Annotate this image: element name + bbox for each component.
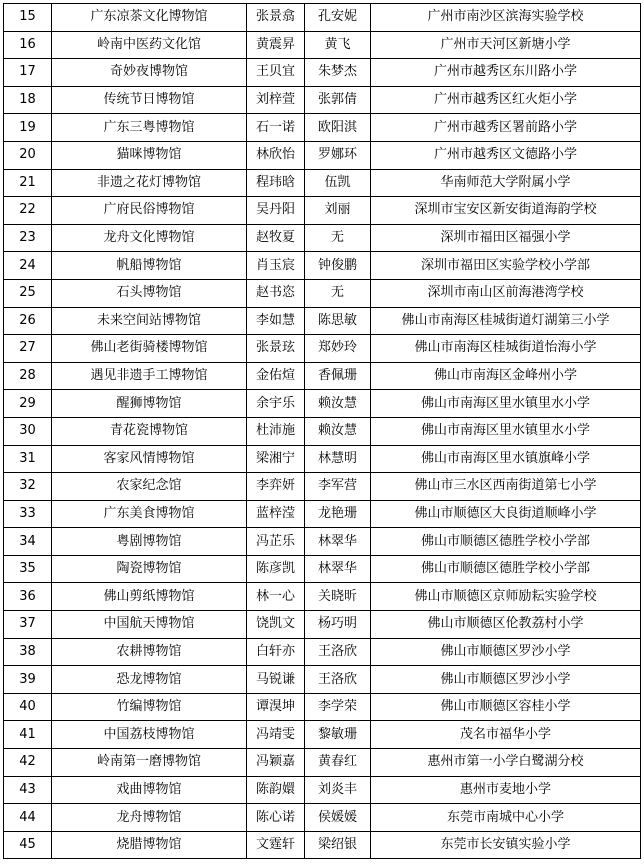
row-number-cell: 41 xyxy=(4,721,52,749)
school-name-cell: 惠州市麦地小学 xyxy=(371,776,641,804)
school-name-cell: 华南师范大学附属小学 xyxy=(371,169,641,197)
museum-name-cell: 粤剧博物馆 xyxy=(52,528,247,556)
museum-name-cell: 帆船博物馆 xyxy=(52,252,247,280)
row-number-cell: 25 xyxy=(4,279,52,307)
table-row xyxy=(4,31,641,59)
teacher-name-cell: 陈思敏 xyxy=(305,307,371,335)
table-row xyxy=(4,555,641,583)
student-name-cell: 李如慧 xyxy=(247,307,305,335)
student-name-cell: 李弈妍 xyxy=(247,473,305,501)
teacher-name-cell: 孔安妮 xyxy=(305,4,371,32)
teacher-name-cell: 关晓昕 xyxy=(305,583,371,611)
student-name-cell: 冯颖嘉 xyxy=(247,749,305,777)
row-number-cell: 15 xyxy=(4,4,52,32)
table-row xyxy=(4,831,641,859)
table-row xyxy=(4,224,641,252)
school-name-cell: 东莞市长安镇实验小学 xyxy=(371,831,641,859)
school-name-cell: 佛山市南海区桂城街道灯湖第三小学 xyxy=(371,307,641,335)
table-row xyxy=(4,638,641,666)
table-row xyxy=(4,445,641,473)
award-list-table xyxy=(3,3,641,859)
row-number-cell: 32 xyxy=(4,473,52,501)
school-name-cell: 广州市越秀区署前路小学 xyxy=(371,114,641,142)
museum-name-cell: 戏曲博物馆 xyxy=(52,776,247,804)
table-row xyxy=(4,86,641,114)
student-name-cell: 林一心 xyxy=(247,583,305,611)
student-name-cell: 陈韵嬛 xyxy=(247,776,305,804)
teacher-name-cell: 无 xyxy=(305,279,371,307)
row-number-cell: 33 xyxy=(4,500,52,528)
student-name-cell: 肖玉宸 xyxy=(247,252,305,280)
table-row xyxy=(4,252,641,280)
table-row xyxy=(4,693,641,721)
row-number-cell: 24 xyxy=(4,252,52,280)
school-name-cell: 深圳市福田区福强小学 xyxy=(371,224,641,252)
museum-name-cell: 非遗之花灯博物馆 xyxy=(52,169,247,197)
teacher-name-cell: 欧阳淇 xyxy=(305,114,371,142)
teacher-name-cell: 伍凯 xyxy=(305,169,371,197)
table-row xyxy=(4,528,641,556)
teacher-name-cell: 林翠华 xyxy=(305,555,371,583)
row-number-cell: 27 xyxy=(4,335,52,363)
museum-name-cell: 广东美食博物馆 xyxy=(52,500,247,528)
school-name-cell: 佛山市南海区金峰州小学 xyxy=(371,362,641,390)
row-number-cell: 21 xyxy=(4,169,52,197)
museum-name-cell: 遇见非遗手工博物馆 xyxy=(52,362,247,390)
table-row xyxy=(4,114,641,142)
teacher-name-cell: 香佩珊 xyxy=(305,362,371,390)
student-name-cell: 赵牧夏 xyxy=(247,224,305,252)
museum-name-cell: 佛山老街骑楼博物馆 xyxy=(52,335,247,363)
row-number-cell: 44 xyxy=(4,804,52,832)
row-number-cell: 40 xyxy=(4,693,52,721)
student-name-cell: 杜沛施 xyxy=(247,417,305,445)
row-number-cell: 29 xyxy=(4,390,52,418)
school-name-cell: 深圳市宝安区新安街道海韵学校 xyxy=(371,197,641,225)
table-row xyxy=(4,583,641,611)
row-number-cell: 22 xyxy=(4,197,52,225)
student-name-cell: 石一诺 xyxy=(247,114,305,142)
school-name-cell: 佛山市南海区里水镇里水小学 xyxy=(371,417,641,445)
student-name-cell: 蓝梓滢 xyxy=(247,500,305,528)
student-name-cell: 冯靖雯 xyxy=(247,721,305,749)
museum-name-cell: 未来空间站博物馆 xyxy=(52,307,247,335)
student-name-cell: 张景翕 xyxy=(247,4,305,32)
table-row xyxy=(4,4,641,32)
table-row xyxy=(4,197,641,225)
table-row xyxy=(4,390,641,418)
teacher-name-cell: 李军营 xyxy=(305,473,371,501)
table-row xyxy=(4,307,641,335)
row-number-cell: 19 xyxy=(4,114,52,142)
row-number-cell: 39 xyxy=(4,666,52,694)
school-name-cell: 佛山市顺德区伦教荔村小学 xyxy=(371,611,641,639)
school-name-cell: 佛山市顺德区德胜学校小学部 xyxy=(371,555,641,583)
school-name-cell: 佛山市南海区里水镇旗峰小学 xyxy=(371,445,641,473)
student-name-cell: 冯芷乐 xyxy=(247,528,305,556)
school-name-cell: 佛山市南海区桂城街道怡海小学 xyxy=(371,335,641,363)
school-name-cell: 深圳市福田区实验学校小学部 xyxy=(371,252,641,280)
museum-name-cell: 岭南中医药文化馆 xyxy=(52,31,247,59)
table-row xyxy=(4,59,641,87)
table-row xyxy=(4,141,641,169)
student-name-cell: 黄震昇 xyxy=(247,31,305,59)
row-number-cell: 43 xyxy=(4,776,52,804)
teacher-name-cell: 刘丽 xyxy=(305,197,371,225)
teacher-name-cell: 林慧明 xyxy=(305,445,371,473)
teacher-name-cell: 黄春红 xyxy=(305,749,371,777)
teacher-name-cell: 朱梦杰 xyxy=(305,59,371,87)
row-number-cell: 23 xyxy=(4,224,52,252)
row-number-cell: 16 xyxy=(4,31,52,59)
row-number-cell: 20 xyxy=(4,141,52,169)
row-number-cell: 31 xyxy=(4,445,52,473)
student-name-cell: 文霆轩 xyxy=(247,831,305,859)
table-row xyxy=(4,473,641,501)
museum-name-cell: 中国航天博物馆 xyxy=(52,611,247,639)
teacher-name-cell: 王洛欣 xyxy=(305,638,371,666)
museum-name-cell: 醒狮博物馆 xyxy=(52,390,247,418)
student-name-cell: 谭湨坤 xyxy=(247,693,305,721)
teacher-name-cell: 龙艳珊 xyxy=(305,500,371,528)
table-row xyxy=(4,169,641,197)
row-number-cell: 36 xyxy=(4,583,52,611)
teacher-name-cell: 赖汝慧 xyxy=(305,417,371,445)
row-number-cell: 35 xyxy=(4,555,52,583)
museum-name-cell: 广东三粤博物馆 xyxy=(52,114,247,142)
school-name-cell: 佛山市顺德区罗沙小学 xyxy=(371,638,641,666)
student-name-cell: 张景玹 xyxy=(247,335,305,363)
table-row xyxy=(4,362,641,390)
teacher-name-cell: 林翠华 xyxy=(305,528,371,556)
museum-name-cell: 龙舟博物馆 xyxy=(52,804,247,832)
table-row xyxy=(4,666,641,694)
row-number-cell: 34 xyxy=(4,528,52,556)
museum-name-cell: 龙舟文化博物馆 xyxy=(52,224,247,252)
school-name-cell: 佛山市南海区里水镇里水小学 xyxy=(371,390,641,418)
museum-name-cell: 客家风情博物馆 xyxy=(52,445,247,473)
teacher-name-cell: 张郭倩 xyxy=(305,86,371,114)
teacher-name-cell: 刘炎丰 xyxy=(305,776,371,804)
row-number-cell: 37 xyxy=(4,611,52,639)
teacher-name-cell: 李学荣 xyxy=(305,693,371,721)
student-name-cell: 王贝宜 xyxy=(247,59,305,87)
table-row xyxy=(4,804,641,832)
row-number-cell: 42 xyxy=(4,749,52,777)
student-name-cell: 余宇乐 xyxy=(247,390,305,418)
museum-name-cell: 岭南第一磨博物馆 xyxy=(52,749,247,777)
museum-name-cell: 青花瓷博物馆 xyxy=(52,417,247,445)
table-row xyxy=(4,417,641,445)
museum-name-cell: 恐龙博物馆 xyxy=(52,666,247,694)
school-name-cell: 广州市越秀区文德路小学 xyxy=(371,141,641,169)
table-body xyxy=(4,4,641,859)
teacher-name-cell: 无 xyxy=(305,224,371,252)
student-name-cell: 金佑煊 xyxy=(247,362,305,390)
museum-name-cell: 广东凉茶文化博物馆 xyxy=(52,4,247,32)
museum-name-cell: 农家纪念馆 xyxy=(52,473,247,501)
student-name-cell: 赵书恣 xyxy=(247,279,305,307)
school-name-cell: 深圳市南山区前海港湾学校 xyxy=(371,279,641,307)
museum-name-cell: 广府民俗博物馆 xyxy=(52,197,247,225)
school-name-cell: 茂名市福华小学 xyxy=(371,721,641,749)
row-number-cell: 28 xyxy=(4,362,52,390)
student-name-cell: 刘梓萱 xyxy=(247,86,305,114)
student-name-cell: 白轩亦 xyxy=(247,638,305,666)
student-name-cell: 程玮晗 xyxy=(247,169,305,197)
table-row xyxy=(4,776,641,804)
museum-name-cell: 中国荔枝博物馆 xyxy=(52,721,247,749)
museum-name-cell: 石头博物馆 xyxy=(52,279,247,307)
museum-name-cell: 农耕博物馆 xyxy=(52,638,247,666)
school-name-cell: 广州市越秀区红火炬小学 xyxy=(371,86,641,114)
table-row xyxy=(4,279,641,307)
school-name-cell: 惠州市第一小学白鹭湖分校 xyxy=(371,749,641,777)
museum-name-cell: 猫咪博物馆 xyxy=(52,141,247,169)
teacher-name-cell: 钟俊鹏 xyxy=(305,252,371,280)
row-number-cell: 45 xyxy=(4,831,52,859)
school-name-cell: 佛山市顺德区京师励耘实验学校 xyxy=(371,583,641,611)
museum-name-cell: 竹编博物馆 xyxy=(52,693,247,721)
school-name-cell: 佛山市顺德区容桂小学 xyxy=(371,693,641,721)
student-name-cell: 林欣怡 xyxy=(247,141,305,169)
school-name-cell: 佛山市顺德区德胜学校小学部 xyxy=(371,528,641,556)
table-row xyxy=(4,611,641,639)
student-name-cell: 饶凯文 xyxy=(247,611,305,639)
teacher-name-cell: 赖汝慧 xyxy=(305,390,371,418)
school-name-cell: 广州市天河区新塘小学 xyxy=(371,31,641,59)
student-name-cell: 陈心诺 xyxy=(247,804,305,832)
row-number-cell: 30 xyxy=(4,417,52,445)
table-row xyxy=(4,335,641,363)
document-page xyxy=(0,3,644,867)
school-name-cell: 广州市南沙区滨海实验学校 xyxy=(371,4,641,32)
teacher-name-cell: 黄飞 xyxy=(305,31,371,59)
museum-name-cell: 奇妙夜博物馆 xyxy=(52,59,247,87)
student-name-cell: 马锐谦 xyxy=(247,666,305,694)
school-name-cell: 东莞市南城中心小学 xyxy=(371,804,641,832)
row-number-cell: 26 xyxy=(4,307,52,335)
museum-name-cell: 传统节日博物馆 xyxy=(52,86,247,114)
teacher-name-cell: 郑妙玲 xyxy=(305,335,371,363)
museum-name-cell: 烧腊博物馆 xyxy=(52,831,247,859)
teacher-name-cell: 王洛欣 xyxy=(305,666,371,694)
teacher-name-cell: 梁绍银 xyxy=(305,831,371,859)
student-name-cell: 梁湘宁 xyxy=(247,445,305,473)
row-number-cell: 38 xyxy=(4,638,52,666)
school-name-cell: 佛山市顺德区大良街道顺峰小学 xyxy=(371,500,641,528)
student-name-cell: 吴丹阳 xyxy=(247,197,305,225)
teacher-name-cell: 黎敏珊 xyxy=(305,721,371,749)
table-row xyxy=(4,500,641,528)
school-name-cell: 佛山市三水区西南街道第七小学 xyxy=(371,473,641,501)
teacher-name-cell: 杨巧明 xyxy=(305,611,371,639)
teacher-name-cell: 侯媛媛 xyxy=(305,804,371,832)
table-row xyxy=(4,749,641,777)
school-name-cell: 广州市越秀区东川路小学 xyxy=(371,59,641,87)
school-name-cell: 佛山市顺德区罗沙小学 xyxy=(371,666,641,694)
table-row xyxy=(4,721,641,749)
teacher-name-cell: 罗娜环 xyxy=(305,141,371,169)
row-number-cell: 18 xyxy=(4,86,52,114)
row-number-cell: 17 xyxy=(4,59,52,87)
museum-name-cell: 佛山剪纸博物馆 xyxy=(52,583,247,611)
student-name-cell: 陈彦凯 xyxy=(247,555,305,583)
museum-name-cell: 陶瓷博物馆 xyxy=(52,555,247,583)
